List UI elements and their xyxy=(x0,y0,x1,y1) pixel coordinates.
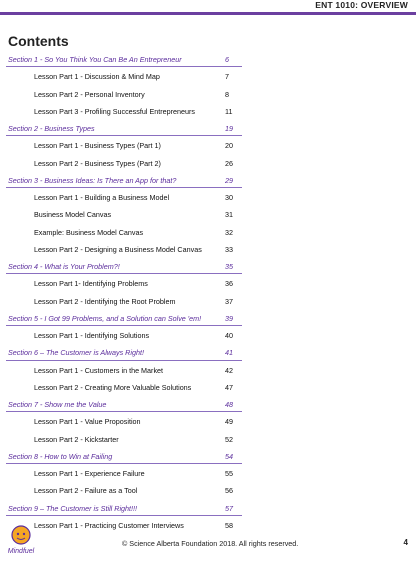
toc-entry-page: 57 xyxy=(225,503,233,513)
footer-copyright: © Science Alberta Foundation 2018. All rights reserved. xyxy=(122,539,299,548)
toc-entry-label: Lesson Part 1 - Identifying Solutions xyxy=(34,331,150,340)
toc-entry-page: 47 xyxy=(225,382,233,392)
toc-entry-label: Section 3 - Business Ideas: Is There an App for that? xyxy=(8,175,177,185)
toc-entry-label: Example: Business Model Canvas xyxy=(34,227,144,237)
logo-text: Mindfuel xyxy=(7,548,35,555)
toc-section-row[interactable] xyxy=(0,120,416,137)
toc-section-row[interactable] xyxy=(0,51,416,68)
toc-section-row[interactable] xyxy=(0,258,416,275)
toc-entry-label: Section 2 - Business Types xyxy=(8,124,95,133)
header-rule xyxy=(0,12,416,15)
toc-entry-page: 6 xyxy=(225,55,229,64)
toc-lesson-row[interactable] xyxy=(0,327,416,344)
toc-entry-page: 30 xyxy=(225,193,233,202)
toc-section-row[interactable] xyxy=(0,344,416,361)
toc-entry-label: Section 4 - What is Your Problem?! xyxy=(8,262,120,271)
toc-entry-label: Lesson Part 2 - Designing a Business Model Canvas xyxy=(34,244,202,254)
toc-entry-page: 39 xyxy=(225,313,233,323)
toc-lesson-row[interactable] xyxy=(0,68,416,85)
header-title: ENT 1010: OVERVIEW xyxy=(315,0,408,10)
contents-title: Contents xyxy=(8,33,69,49)
toc-entry-label: Section 8 - How to Win at Failing xyxy=(8,451,113,461)
toc-entry-page: 19 xyxy=(225,124,233,133)
toc-entry-label: Lesson Part 1 - Practicing Customer Interviews xyxy=(34,520,184,530)
toc-entry-page: 8 xyxy=(225,89,229,99)
toc-section-row[interactable] xyxy=(0,396,416,413)
mindfuel-logo xyxy=(4,523,38,557)
toc-lesson-row[interactable] xyxy=(0,293,416,310)
toc-lesson-row[interactable] xyxy=(0,137,416,154)
toc-entry-label: Lesson Part 2 - Business Types (Part 2) xyxy=(34,158,161,168)
toc-section-row[interactable] xyxy=(0,500,416,517)
toc-entry-label: Section 7 - Show me the Value xyxy=(8,400,107,409)
toc-entry-label: Lesson Part 1 - Value Proposition xyxy=(34,417,141,427)
toc-entry-page: 42 xyxy=(225,365,233,375)
toc-entry-page: 20 xyxy=(225,141,233,151)
toc-entry-label: Lesson Part 1 - Customers in the Market xyxy=(34,365,164,375)
toc-lesson-row[interactable] xyxy=(0,275,416,292)
section-underline xyxy=(6,463,242,464)
page-number: 4 xyxy=(403,538,408,547)
toc-lesson-row[interactable] xyxy=(0,206,416,223)
section-underline xyxy=(6,187,242,188)
toc-entry-page: 35 xyxy=(225,262,233,271)
section-underline xyxy=(6,411,242,412)
toc-entry-page: 54 xyxy=(225,451,233,461)
toc-entry-page: 26 xyxy=(225,158,233,168)
section-underline xyxy=(6,360,242,361)
toc-lesson-row[interactable] xyxy=(0,103,416,120)
toc-entry-page: 49 xyxy=(225,417,233,427)
toc-entry-label: Section 1 - So You Think You Can Be An Entrepreneur xyxy=(8,55,182,64)
toc-lesson-row[interactable] xyxy=(0,379,416,396)
toc-entry-page: 33 xyxy=(225,244,233,254)
toc-entry-page: 56 xyxy=(225,486,233,496)
toc-entry-label: Lesson Part 1 - Building a Business Model xyxy=(34,193,170,202)
toc-lesson-row[interactable] xyxy=(0,86,416,103)
toc-entry-label: Lesson Part 3 - Profiling Successful Entrepreneurs xyxy=(34,106,195,116)
toc-entry-page: 48 xyxy=(225,400,233,409)
toc-entry-label: Lesson Part 1 - Discussion & Mind Map xyxy=(34,72,160,82)
table-of-contents xyxy=(0,51,416,534)
toc-entry-label: Lesson Part 1 - Business Types (Part 1) xyxy=(34,141,161,151)
section-underline xyxy=(6,135,242,136)
toc-entry-label: Business Model Canvas xyxy=(34,210,112,220)
toc-entry-page: 11 xyxy=(225,106,233,116)
section-underline xyxy=(6,325,242,326)
toc-entry-page: 41 xyxy=(225,348,233,358)
toc-lesson-row[interactable] xyxy=(0,155,416,172)
toc-lesson-row[interactable] xyxy=(0,465,416,482)
toc-entry-page: 31 xyxy=(225,210,233,220)
toc-lesson-row[interactable] xyxy=(0,431,416,448)
toc-entry-label: Lesson Part 2 - Kickstarter xyxy=(34,434,119,444)
toc-section-row[interactable] xyxy=(0,172,416,189)
toc-entry-label: Section 6 – The Customer is Always Right! xyxy=(8,348,144,358)
toc-lesson-row[interactable] xyxy=(0,189,416,206)
toc-entry-page: 40 xyxy=(225,331,233,340)
toc-entry-label: Lesson Part 2 - Identifying the Root Problem xyxy=(34,296,176,306)
toc-entry-page: 32 xyxy=(225,227,233,237)
toc-lesson-row[interactable] xyxy=(0,224,416,241)
toc-entry-page: 58 xyxy=(225,520,233,530)
section-underline xyxy=(6,273,242,274)
section-underline xyxy=(6,515,242,516)
toc-entry-page: 36 xyxy=(225,279,233,289)
toc-lesson-row[interactable] xyxy=(0,241,416,258)
toc-entry-page: 55 xyxy=(225,469,233,478)
toc-entry-label: Lesson Part 2 - Failure as a Tool xyxy=(34,486,138,496)
toc-section-row[interactable] xyxy=(0,448,416,465)
toc-entry-page: 7 xyxy=(225,72,229,82)
toc-entry-label: Lesson Part 1- Identifying Problems xyxy=(34,279,148,289)
toc-entry-page: 37 xyxy=(225,296,233,306)
section-underline xyxy=(6,66,242,67)
toc-lesson-row[interactable] xyxy=(0,482,416,499)
toc-lesson-row[interactable] xyxy=(0,517,416,534)
toc-entry-label: Lesson Part 2 - Personal Inventory xyxy=(34,89,145,99)
toc-entry-label: Lesson Part 2 - Creating More Valuable Solutions xyxy=(34,382,192,392)
toc-lesson-row[interactable] xyxy=(0,362,416,379)
toc-entry-page: 29 xyxy=(225,175,233,185)
toc-section-row[interactable] xyxy=(0,310,416,327)
toc-entry-page: 52 xyxy=(225,434,233,444)
toc-entry-label: Section 9 – The Customer is Still Right!!! xyxy=(8,503,138,513)
toc-entry-label: Lesson Part 1 - Experience Failure xyxy=(34,469,145,478)
toc-entry-label: Section 5 - I Got 99 Problems, and a Solution can Solve 'em! xyxy=(8,313,202,323)
toc-lesson-row[interactable] xyxy=(0,413,416,430)
